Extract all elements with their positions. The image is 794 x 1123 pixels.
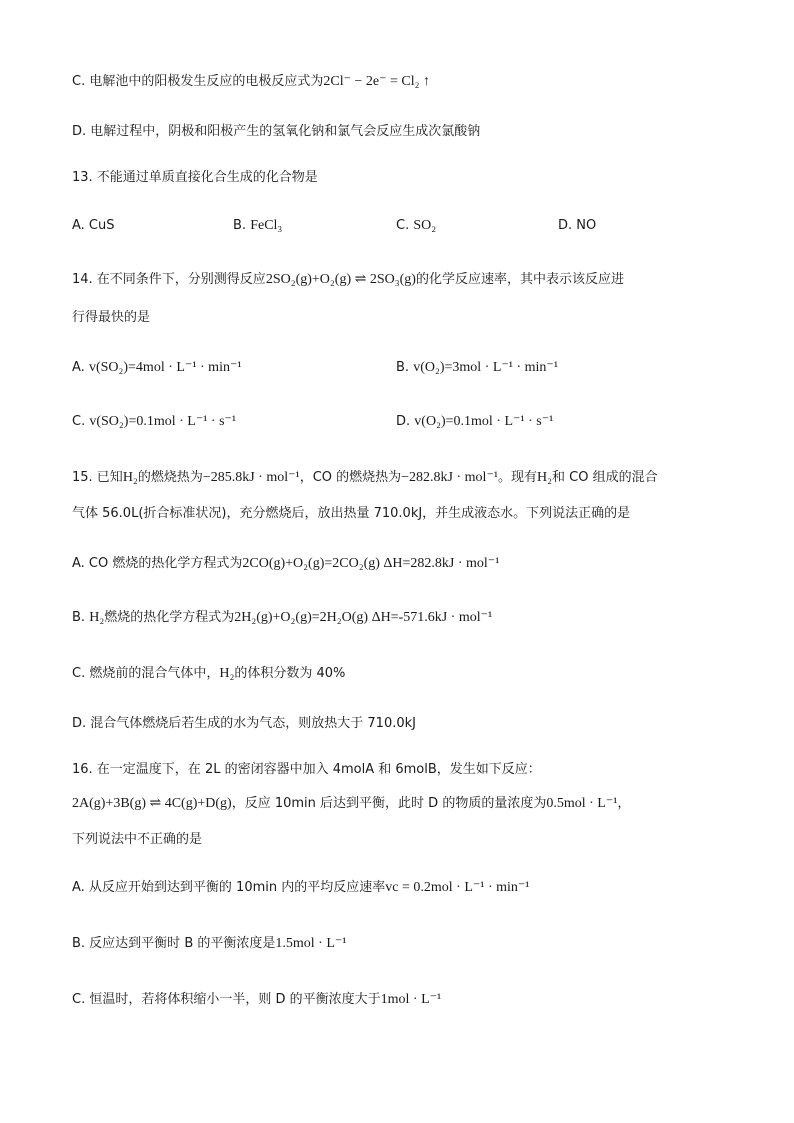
option-text: 电解池中的阳极发生反应的电极反应式为 (89, 74, 324, 89)
q15-option-b (72, 608, 492, 628)
option-formula: v(SO₂)=0.1mol · L⁻¹ · s⁻¹ (89, 414, 237, 429)
q14-option-b (396, 358, 558, 378)
h2-formula: H₂ (122, 470, 138, 485)
option-formula: 1mol · L⁻¹ (380, 992, 442, 1007)
q13-stem: 13. 不能通过单质直接化合生成的化合物是 (72, 170, 318, 185)
q15-stem-line2: 气体 56.0L(折合标准状况)，充分燃烧后，放出热量 710.0kJ，并生成液态水。下列说法正确的是 (72, 506, 631, 521)
option-text: 的体积分数为 40% (234, 666, 346, 681)
q14-option-d (396, 412, 553, 432)
q15-stem-line1 (72, 468, 658, 488)
option-label: A. CuS (72, 218, 115, 233)
option-label: C. 燃烧前的混合气体中， (72, 666, 220, 681)
q13-option-b (233, 216, 282, 236)
q14-stem-line1 (72, 270, 624, 290)
stem-text: 14. 在不同条件下，分别测得反应 (72, 272, 266, 287)
option-label: D. (396, 414, 411, 429)
option-formula: SO₂ (413, 218, 437, 233)
stem-text: 的燃烧热为 (137, 470, 203, 485)
q16-stem-line2 (72, 794, 630, 814)
option-formula: 2H₂(g)+O₂(g)=2H₂O(g) ΔH=-571.6kJ · mol⁻¹ (234, 610, 493, 625)
option-text: 燃烧的热化学方程式为 (104, 610, 235, 625)
option-label: A. (72, 360, 85, 375)
option-label: A. CO 燃烧的热化学方程式为 (72, 556, 243, 571)
option-label: B. (233, 218, 247, 233)
option-text: B. 反应达到平衡时 B 的平衡浓度是 (72, 936, 276, 951)
h2-formula: H₂ (537, 470, 553, 485)
option-formula: v(O₂)=3mol · L⁻¹ · min⁻¹ (413, 360, 559, 375)
option-formula: FeCl₃ (250, 218, 283, 233)
q13-option-c (396, 216, 436, 236)
option-label: B. (72, 610, 86, 625)
q16-stem-line3: 下列说法中不正确的是 (72, 832, 203, 847)
q15-option-a (72, 554, 499, 574)
option-formula: v(O₂)=0.1mol · L⁻¹ · s⁻¹ (414, 414, 554, 429)
stem-text: ，CO 的燃烧热为 (299, 470, 402, 485)
q16-option-b (72, 934, 346, 954)
stem-text: 和 CO 组成的混合 (552, 470, 658, 485)
q16-stem-line1: 16. 在一定温度下，在 2L 的密闭容器中加入 4molA 和 6molB，发生如下反应： (72, 762, 541, 777)
q14-option-c (72, 412, 236, 432)
q14-stem-line2: 行得最快的是 (72, 310, 151, 325)
reaction-equation: 2SO₂(g)+O₂(g) ⇌ 2SO₃(g) (265, 272, 416, 287)
option-label: C. (396, 218, 410, 233)
q12-option-d: D. 电解过程中，阴极和阳极产生的氢氧化钠和氯气会反应生成次氯酸钠 (72, 124, 481, 139)
concentration-value: 0.5mol · L⁻¹ (546, 796, 618, 811)
h2-formula: H₂ (89, 610, 105, 625)
option-text: C. 恒温时，若将体积缩小一半，则 D 的平衡浓度大于 (72, 992, 381, 1007)
h2-heat-value: −285.8kJ · mol⁻¹ (202, 470, 300, 485)
reaction-equation: 2A(g)+3B(g) ⇌ 4C(g)+D(g) (72, 796, 232, 811)
stem-text: 15. 已知 (72, 470, 123, 485)
option-text: A. 从反应开始到达到平衡的 10min 内的平均反应速率 (72, 880, 386, 895)
stem-text: ，反应 10min 后达到平衡，此时 D 的物质的量浓度为 (231, 796, 547, 811)
option-label: C. (72, 74, 90, 89)
stem-text: 的化学反应速率，其中表示该反应进 (415, 272, 624, 287)
co-heat-value: −282.8kJ · mol⁻¹ (401, 470, 499, 485)
q16-option-a (72, 878, 529, 898)
h2-formula: H₂ (219, 666, 235, 681)
option-label: B. (396, 360, 410, 375)
q16-option-c (72, 990, 441, 1010)
option-formula: v(SO₂)=4mol · L⁻¹ · min⁻¹ (88, 360, 242, 375)
stem-text: 。现有 (498, 470, 538, 485)
q13-option-d (558, 216, 596, 236)
option-label: D. NO (558, 218, 597, 233)
q15-option-c (72, 664, 345, 684)
q14-option-a (72, 358, 242, 378)
q12-option-c (72, 72, 430, 92)
option-label: C. (72, 414, 86, 429)
option-formula: 2CO(g)+O₂(g)=2CO₂(g) ΔH=282.8kJ · mol⁻¹ (242, 556, 500, 571)
stem-text: ， (617, 796, 631, 811)
electrode-equation: 2Cl⁻ − 2e⁻ = Cl₂ ↑ (323, 74, 430, 89)
q15-option-d: D. 混合气体燃烧后若生成的水为气态，则放热大于 710.0kJ (72, 716, 416, 731)
option-formula: vc = 0.2mol · L⁻¹ · min⁻¹ (385, 880, 530, 895)
q13-option-a (72, 216, 115, 236)
option-formula: 1.5mol · L⁻¹ (275, 936, 347, 951)
